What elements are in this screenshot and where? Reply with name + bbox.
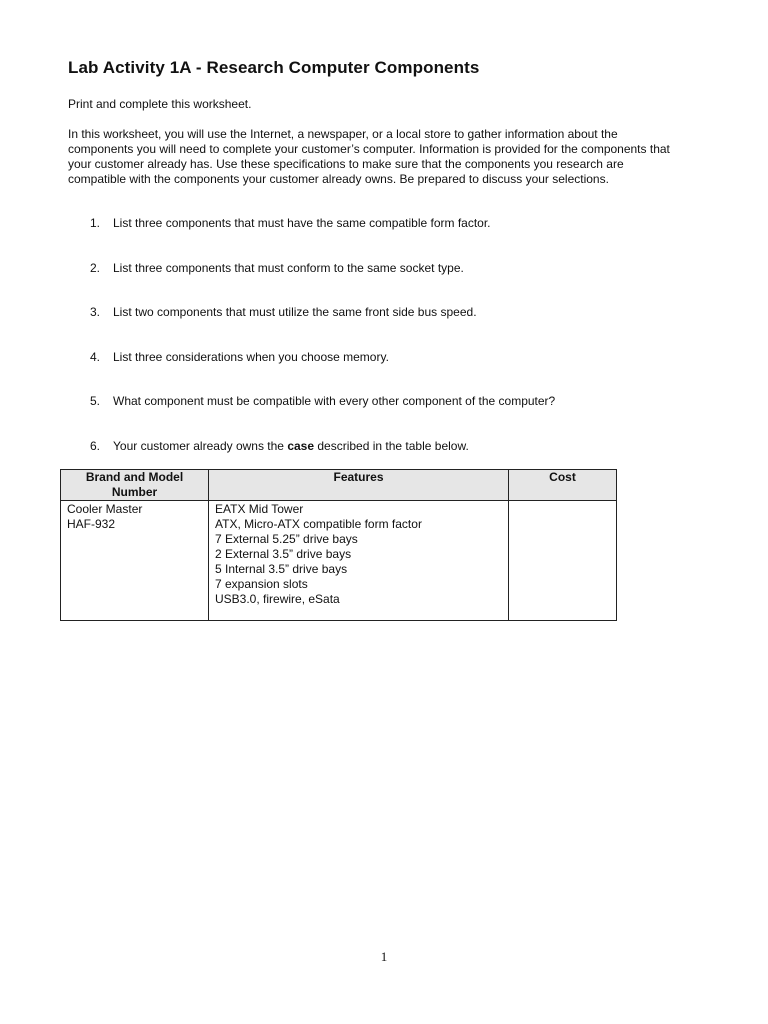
cell-brand-model	[61, 501, 209, 621]
intro-paragraph	[68, 127, 670, 187]
feature-line: 7 expansion slots	[215, 577, 308, 591]
brand-line: HAF-932	[67, 517, 116, 531]
question-item	[90, 216, 491, 231]
intro-line: compatible with the components your customer already owns. Be prepared to discuss your selections.	[68, 172, 609, 186]
question-number: 6.	[90, 439, 101, 453]
question-item	[90, 350, 389, 365]
feature-line: 2 External 3.5” drive bays	[215, 547, 352, 561]
question-text-before: Your customer already owns the	[113, 439, 288, 453]
question-text: What component must be compatible with every other component of the computer?	[113, 394, 556, 408]
case-spec-table	[60, 469, 617, 621]
question-number: 4.	[90, 350, 101, 364]
header-cost: Cost	[509, 470, 617, 501]
question-number: 1.	[90, 216, 101, 230]
cell-features	[209, 501, 509, 621]
question-text-bold: case	[287, 439, 315, 453]
header-brand-model: Brand and Model Number	[61, 470, 209, 501]
table-row	[61, 501, 617, 621]
question-item	[90, 394, 555, 409]
question-number: 5.	[90, 394, 101, 408]
header-features: Features	[209, 470, 509, 501]
feature-line: USB3.0, firewire, eSata	[215, 592, 340, 606]
question-text: List two components that must utilize the same front side bus speed.	[113, 305, 477, 319]
question-text-after: described in the table below.	[314, 439, 469, 453]
intro-line: components you will need to complete your customer’s computer. Information is provided for the components that	[68, 142, 670, 156]
page-number: 1	[380, 949, 388, 964]
question-item	[90, 261, 464, 276]
question-item	[90, 439, 469, 454]
feature-line: 5 Internal 3.5” drive bays	[215, 562, 348, 576]
feature-line: ATX, Micro-ATX compatible form factor	[215, 517, 422, 531]
question-number: 3.	[90, 305, 101, 319]
question-text: List three components that must have the same compatible form factor.	[113, 216, 491, 230]
cell-cost[interactable]	[509, 501, 617, 621]
feature-line: 7 External 5.25” drive bays	[215, 532, 358, 546]
feature-line: EATX Mid Tower	[215, 502, 304, 516]
question-number: 2.	[90, 261, 101, 275]
instruction-text: Print and complete this worksheet.	[68, 97, 252, 111]
brand-line: Cooler Master	[67, 502, 143, 516]
question-text: List three considerations when you choose memory.	[113, 350, 389, 364]
intro-line: your customer already has. Use these specifications to make sure that the components you research are	[68, 157, 624, 171]
intro-line: In this worksheet, you will use the Internet, a newspaper, or a local store to gather information about the	[68, 127, 618, 141]
page-title: Lab Activity 1A - Research Computer Components	[68, 58, 480, 77]
table-header-row	[61, 470, 617, 501]
question-item	[90, 305, 477, 320]
question-text: List three components that must conform to the same socket type.	[113, 261, 464, 275]
